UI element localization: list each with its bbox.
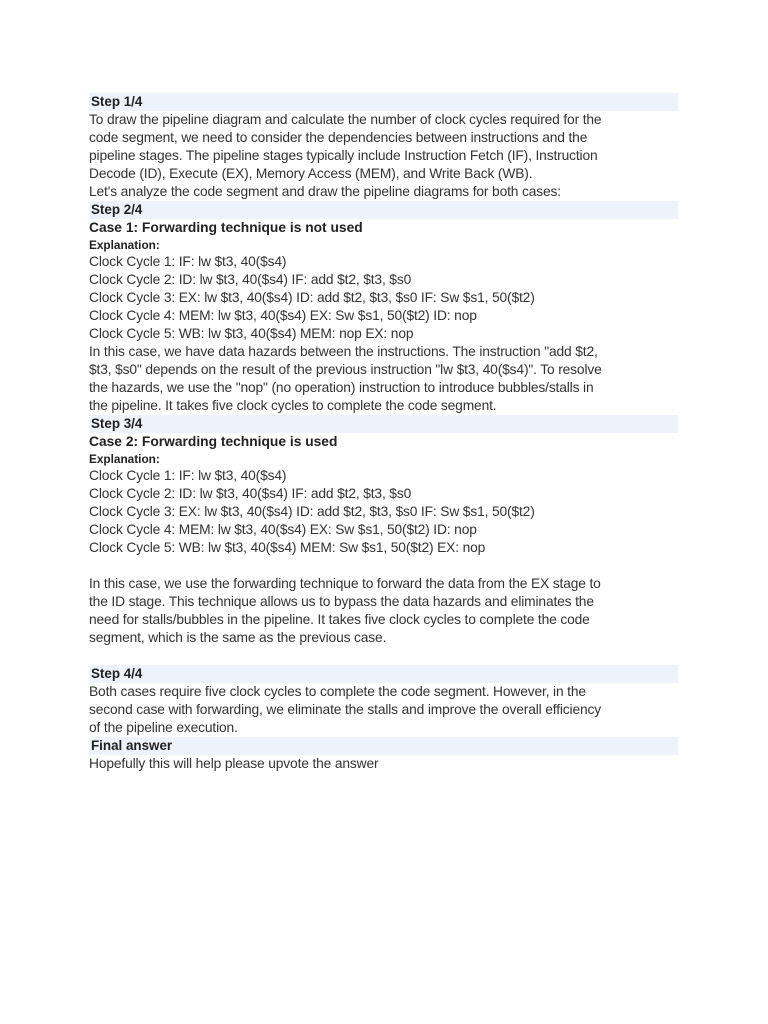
paragraph-line: In this case, we use the forwarding technique to forward the data from the EX stage to (89, 576, 601, 591)
blank-line (89, 557, 678, 575)
step-1-line: code segment, we need to consider the dependencies between instructions and the (89, 130, 588, 145)
clock-cycle-line: Clock Cycle 2: ID: lw $t3, 40($s4) IF: add $t2, $t3, $s0 (89, 486, 412, 501)
paragraph-line: In this case, we have data hazards between the instructions. The instruction "add $t2, (89, 344, 598, 359)
step-1-line: pipeline stages. The pipeline stages typically include Instruction Fetch (IF), Instruction (89, 148, 598, 163)
step-2-header: Step 2/4 (89, 201, 678, 219)
step-4-line: of the pipeline execution. (89, 720, 238, 735)
step-1-body (89, 111, 678, 201)
clock-cycle-line: Clock Cycle 4: MEM: lw $t3, 40($s4) EX: Sw $s1, 50($t2) ID: nop (89, 522, 477, 537)
case-2-paragraph (89, 575, 678, 647)
paragraph-line: segment, which is the same as the previous case. (89, 630, 387, 645)
clock-cycle-line: Clock Cycle 3: EX: lw $t3, 40($s4) ID: add $t2, $t3, $s0 IF: Sw $s1, 50($t2) (89, 504, 535, 519)
step-4-line: Both cases require five clock cycles to complete the code segment. However, in the (89, 684, 586, 699)
final-answer-text: Hopefully this will help please upvote the answer (89, 756, 379, 771)
answer-content (89, 93, 678, 773)
paragraph-line: the pipeline. It takes five clock cycles to complete the code segment. (89, 398, 497, 413)
paragraph-line: need for stalls/bubbles in the pipeline. It takes five clock cycles to complete the code (89, 612, 590, 627)
step-1-line: Let's analyze the code segment and draw the pipeline diagrams for both cases: (89, 184, 561, 199)
clock-cycle-line: Clock Cycle 2: ID: lw $t3, 40($s4) IF: add $t2, $t3, $s0 (89, 272, 412, 287)
case-2-cycles (89, 467, 678, 557)
clock-cycle-line: Clock Cycle 5: WB: lw $t3, 40($s4) MEM: nop EX: nop (89, 326, 414, 341)
final-answer-header: Final answer (89, 737, 678, 755)
case-2-title: Case 2: Forwarding technique is used (89, 434, 338, 449)
clock-cycle-line: Clock Cycle 3: EX: lw $t3, 40($s4) ID: add $t2, $t3, $s0 IF: Sw $s1, 50($t2) (89, 290, 535, 305)
case-1-paragraph (89, 343, 678, 415)
step-4-body (89, 683, 678, 737)
clock-cycle-line: Clock Cycle 1: IF: lw $t3, 40($s4) (89, 254, 287, 269)
case-1-cycles (89, 253, 678, 343)
case-2-explanation-label: Explanation: (89, 452, 160, 466)
step-3-header: Step 3/4 (89, 415, 678, 433)
step-4-header: Step 4/4 (89, 665, 678, 683)
clock-cycle-line: Clock Cycle 5: WB: lw $t3, 40($s4) MEM: Sw $s1, 50($t2) EX: nop (89, 540, 486, 555)
case-1-title: Case 1: Forwarding technique is not used (89, 220, 363, 235)
step-1-header: Step 1/4 (89, 93, 678, 111)
step-1-line: To draw the pipeline diagram and calculate the number of clock cycles required for the (89, 112, 602, 127)
step-1-line: Decode (ID), Execute (EX), Memory Access (MEM), and Write Back (WB). (89, 166, 533, 181)
blank-line (89, 647, 678, 665)
paragraph-line: the ID stage. This technique allows us to bypass the data hazards and eliminates the (89, 594, 594, 609)
paragraph-line: the hazards, we use the "nop" (no operation) instruction to introduce bubbles/stalls in (89, 380, 594, 395)
step-4-line: second case with forwarding, we eliminate the stalls and improve the overall efficiency (89, 702, 602, 717)
paragraph-line: $t3, $s0" depends on the result of the previous instruction "lw $t3, 40($s4)". To resolve (89, 362, 602, 377)
case-1-explanation-label: Explanation: (89, 238, 160, 252)
clock-cycle-line: Clock Cycle 1: IF: lw $t3, 40($s4) (89, 468, 287, 483)
clock-cycle-line: Clock Cycle 4: MEM: lw $t3, 40($s4) EX: Sw $s1, 50($t2) ID: nop (89, 308, 477, 323)
